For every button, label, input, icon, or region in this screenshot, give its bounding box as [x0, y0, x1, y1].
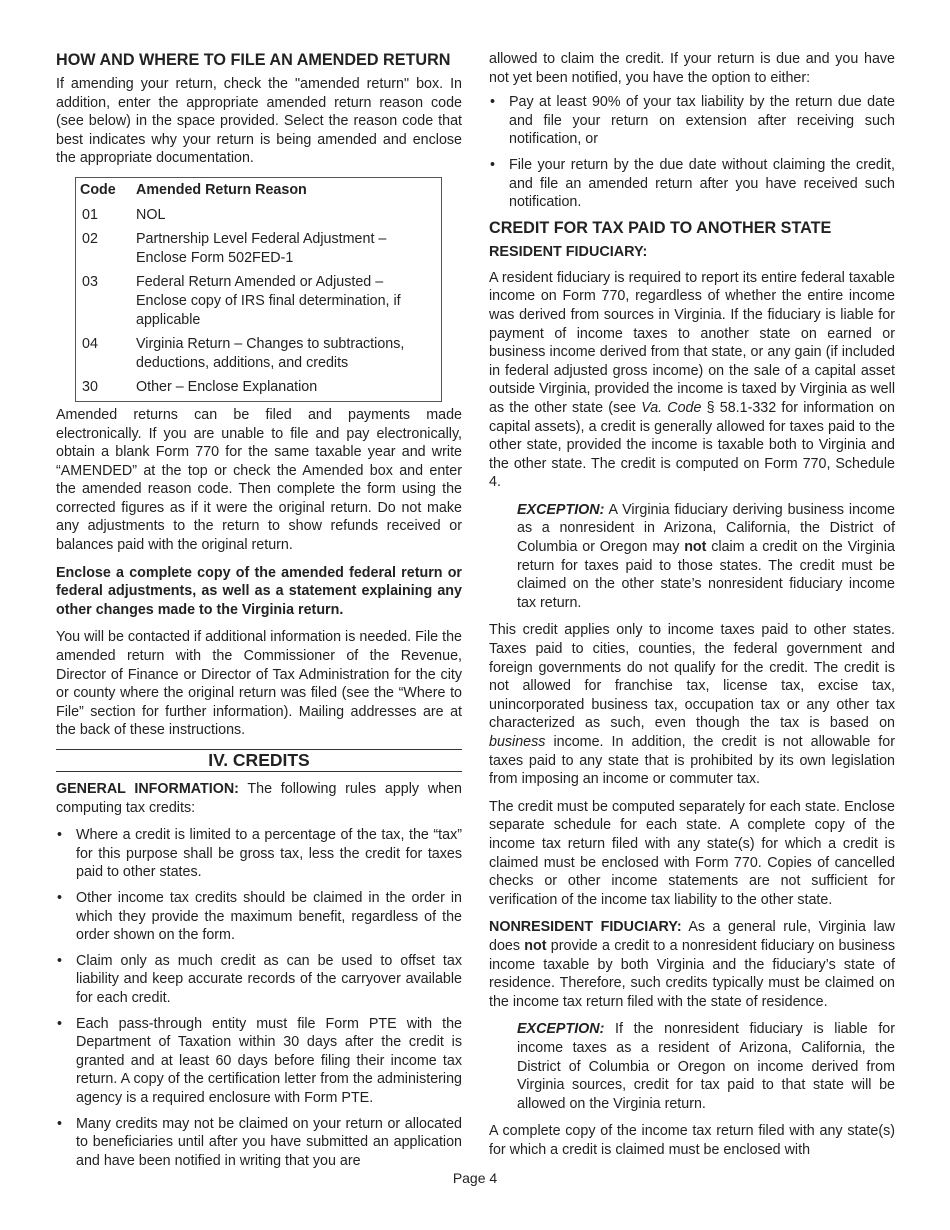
list-item: • Other income tax credits should be claimed in the order in which they provide the maximum benefit, regardless of the order shown on the form.	[56, 889, 462, 945]
nonresident-label: NONRESIDENT FIDUCIARY:	[489, 919, 682, 936]
reason-code: 02	[82, 231, 98, 248]
resident-text-b: § 58.1-332 for information on capital assets), a credit is generally allowed for taxes paid to the other state, provided the income is taxable both to Virginia and the other state. The credit is computed on Form 770, Schedule 4.	[489, 399, 895, 491]
reason-code: 01	[82, 206, 98, 223]
exception-nonresident-paragraph	[517, 1020, 895, 1113]
nonresident-text-b: provide a credit to a nonresident fiduciary on business income taxable by both Virginia and the fiduciary’s state of residence. Therefore, such credits typically must be claimed on the income tax return filed with the state of residence.	[489, 937, 895, 1010]
amended-return-heading: HOW AND WHERE TO FILE AN AMENDED RETURN	[56, 51, 451, 69]
reason-code: 03	[82, 274, 98, 291]
business-emphasis: business	[489, 734, 546, 750]
reason-text: Partnership Level Federal Adjustment – Enclose Form 502FED-1	[136, 231, 387, 266]
reason-text: Virginia Return – Changes to subtractions, deductions, additions, and credits	[136, 336, 405, 371]
reason-text: Other – Enclose Explanation	[136, 379, 318, 396]
credit-another-state-heading: CREDIT FOR TAX PAID TO ANOTHER STATE	[489, 218, 832, 237]
table-row	[76, 333, 442, 376]
amended-reason-code-table	[75, 177, 442, 402]
reason-code: 30	[82, 379, 98, 396]
exception-text: If the nonresident fiduciary is liable for income taxes as a resident of Arizona, California, the District of Columbia or Oregon on income derived from Virginia sources, credit for tax paid to that state will be allowed on the Virginia return.	[517, 1021, 895, 1112]
contact-paragraph: You will be contacted if additional information is needed. File the amended return with the Commissioner of the Revenue, Director of Finance or Director of Tax Administration for the city or county where the original return was filed (see the “Where to File” section for further information). Mailing addresses are at the back of these instructions.	[56, 629, 462, 739]
credit-rules-list	[56, 826, 462, 1170]
reason-text: Federal Return Amended or Adjusted – Enclose copy of IRS final determination, if applicable	[136, 274, 401, 328]
list-item: • Each pass-through entity must file Form PTE with the Department of Taxation within 30 days after the credit is granted and at least 60 days before filing their income tax return. A copy of the certification letter from the administering agency is a required enclosure with Form PTE.	[56, 1015, 462, 1108]
resident-text-a: A resident fiduciary is required to report its entire federal taxable income on Form 770, regardless of whether the entire income was derived from sources in Virginia. If the fiduciary is liable for payment of income taxes to another state on earned or business income derived from that state, or any gain (if included in federal adjusted gross income) on the sale of a capital asset outside Virginia, provided the income is taxed by Virginia as well as the other state (see	[489, 269, 895, 416]
general-information-label: GENERAL INFORMATION:	[56, 781, 239, 797]
left-column	[56, 50, 462, 1178]
filing-options-list	[489, 93, 895, 212]
table-header-row	[76, 177, 442, 203]
reason-text: NOL	[136, 206, 166, 223]
general-information-text: The following rules apply when computing tax credits:	[56, 781, 462, 816]
right-column	[489, 50, 895, 1168]
nonresident-fiduciary-paragraph	[489, 918, 895, 1011]
credit-applies-paragraph	[489, 621, 895, 788]
list-item: • Claim only as much credit as can be used to offset tax liability and keep accurate records of the carryover available for each credit.	[56, 952, 462, 1008]
table-row	[76, 228, 442, 271]
applies-text-b: income. In addition, the credit is not allowable for taxes paid to any state that is prohibited by its own legislation from imposing an income or commuter tax.	[489, 734, 895, 788]
amended-intro-paragraph: If amending your return, check the "amended return" box. In addition, enter the appropriate amended return reason code (see below) in the space provided. Select the reason code that best indicates why your return is being amended and enclose the appropriate documentation.	[56, 76, 462, 167]
exception-text-b: claim a credit on the Virginia return for taxes paid to those states. The credit must be claimed on the other state’s nonresident fiduciary income tax return.	[517, 539, 895, 611]
table-row	[76, 204, 442, 229]
computed-separately-paragraph: The credit must be computed separately for each state. Enclose separate schedule for each state. A complete copy of the income tax return filed with any state(s) for which a credit is claimed must be enclosed with Form 770. Copies of cancelled checks or other income statements are not sufficient for verification of the income tax liability to the other state.	[489, 798, 895, 908]
applies-text-a: This credit applies only to income taxes paid to other states. Taxes paid to cities, counties, the federal government and foreign governments do not qualify for the credit. The credit is not allowed for franchise tax, license tax, excise tax, unincorporated business tax, occupation tax or any other tax characterized as such, even though the tax is based on	[489, 622, 895, 732]
exception-text-a: A Virginia fiduciary deriving business income as a nonresident in Arizona, California, the District of Columbia or Oregon may	[517, 501, 895, 556]
va-code-citation: Va. Code	[641, 399, 702, 416]
list-item: • Many credits may not be claimed on your return or allocated to beneficiaries until after you have submitted an application and have been notified in writing that you are	[56, 1115, 462, 1171]
enclose-copy-notice: Enclose a complete copy of the amended federal return or federal adjustments, as well as a statement explaining any other changes made to the Virginia return.	[56, 564, 462, 618]
page-number: Page 4	[452, 1170, 498, 1186]
reason-code: 04	[82, 336, 98, 353]
nonresident-text-a: As a general rule, Virginia law does	[489, 919, 895, 954]
general-information-paragraph	[56, 780, 462, 817]
code-column-header: Code	[80, 181, 116, 198]
resident-fiduciary-heading: RESIDENT FIDUCIARY:	[489, 243, 648, 260]
credits-section-heading: IV. CREDITS	[56, 749, 462, 772]
table-row	[76, 376, 442, 401]
nonresident-not: not	[524, 937, 547, 954]
exception-not: not	[684, 539, 707, 556]
reason-column-header: Amended Return Reason	[136, 181, 307, 198]
continued-paragraph: allowed to claim the credit. If your return is due and you have not yet been notified, you have the option to either:	[489, 51, 895, 86]
amended-electronic-paragraph: Amended returns can be filed and payments made electronically. If you are unable to file and pay electronically, obtain a blank Form 770 for the same taxable year and write “AMENDED” at the top or check the Amended box and enter the amended reason code. Then complete the form using the corrected figures as if it were the original return. Do not make any adjustments to the return to show refunds received or balances paid with the original return.	[56, 406, 462, 554]
exception-resident-paragraph	[517, 501, 895, 613]
list-item: • File your return by the due date without claiming the credit, and file an amended return after you have received such notification.	[489, 156, 895, 212]
final-paragraph: A complete copy of the income tax return filed with any state(s) for which a credit is claimed must be enclosed with	[489, 1123, 895, 1158]
resident-fiduciary-paragraph	[489, 269, 895, 492]
table-row	[76, 271, 442, 333]
exception-label: EXCEPTION:	[517, 1021, 605, 1038]
list-item: • Where a credit is limited to a percentage of the tax, the “tax” for this purpose shall be gross tax, less the credit for taxes paid to other states.	[56, 826, 462, 882]
exception-label: EXCEPTION:	[517, 501, 605, 518]
list-item: • Pay at least 90% of your tax liability by the return due date and file your return on extension after receiving such notification, or	[489, 93, 895, 149]
